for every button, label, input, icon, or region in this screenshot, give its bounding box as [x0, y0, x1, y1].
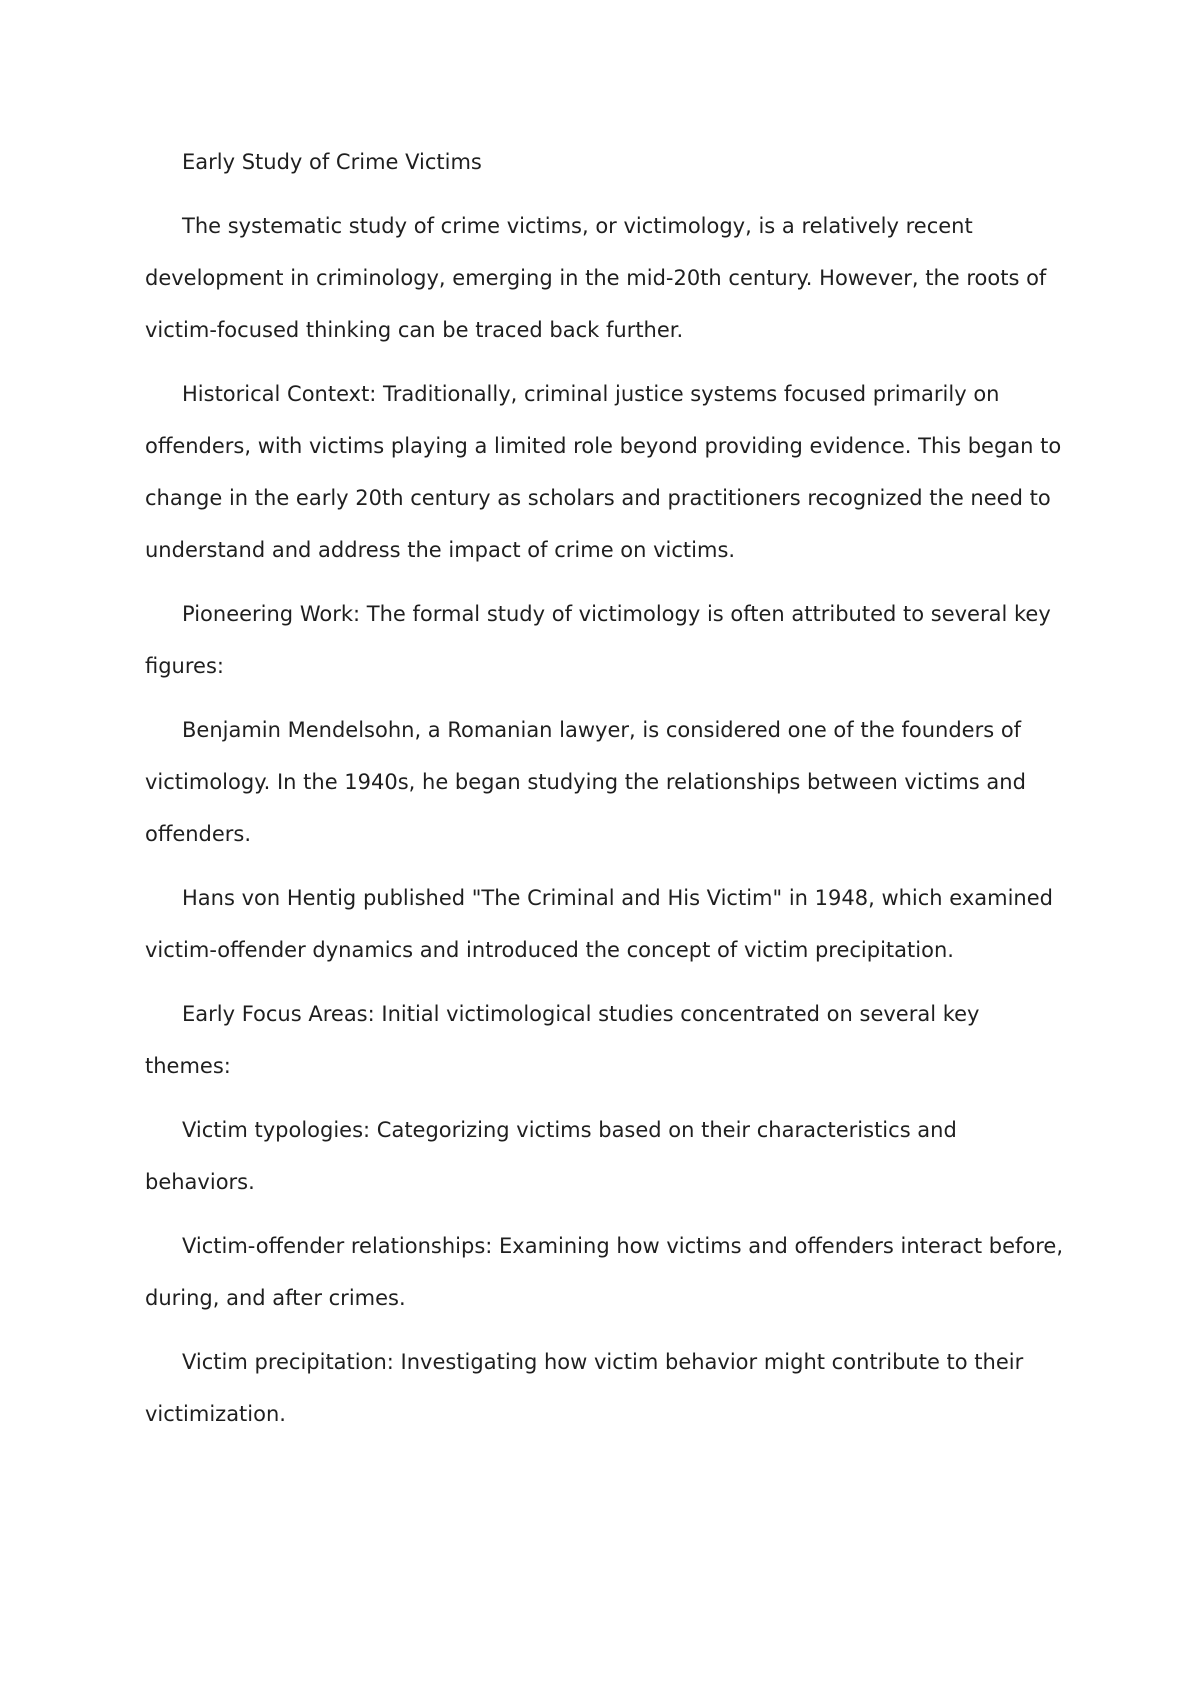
paragraph-victim-offender-relationships: Victim-offender relationships: Examining how victims and offenders interact before, during, and after crimes. [145, 1234, 1064, 1310]
paragraph-von-hentig: Hans von Hentig published "The Criminal and His Victim" in 1948, which examined victim-offender dynamics and introduced the concept of victim precipitation. [145, 886, 1053, 962]
paragraph-pioneering-work: Pioneering Work: The formal study of victimology is often attributed to several key figures: [145, 602, 1051, 678]
paragraph-historical-context: Historical Context: Traditionally, criminal justice systems focused primarily on offenders, with victims playing a limited role beyond providing evidence. This began to change in the early 20th century as scholars and practitioners recognized the need to understand and address the impact of crime on victims. [145, 382, 1062, 562]
paragraph-mendelsohn: Benjamin Mendelsohn, a Romanian lawyer, is considered one of the founders of victimology. In the 1940s, he began studying the relationships between victims and offenders. [145, 718, 1026, 846]
document-title: Early Study of Crime Victims [182, 150, 482, 174]
paragraph-early-focus-areas: Early Focus Areas: Initial victimological studies concentrated on several key themes: [145, 1002, 980, 1078]
document-body [145, 136, 1065, 1452]
paragraph-victim-precipitation: Victim precipitation: Investigating how victim behavior might contribute to their victimization. [145, 1350, 1024, 1426]
paragraph-intro: The systematic study of crime victims, or victimology, is a relatively recent development in criminology, emerging in the mid-20th century. However, the roots of victim-focused thinking can be traced back further. [145, 214, 1047, 342]
paragraph-victim-typologies: Victim typologies: Categorizing victims based on their characteristics and behaviors. [145, 1118, 957, 1194]
